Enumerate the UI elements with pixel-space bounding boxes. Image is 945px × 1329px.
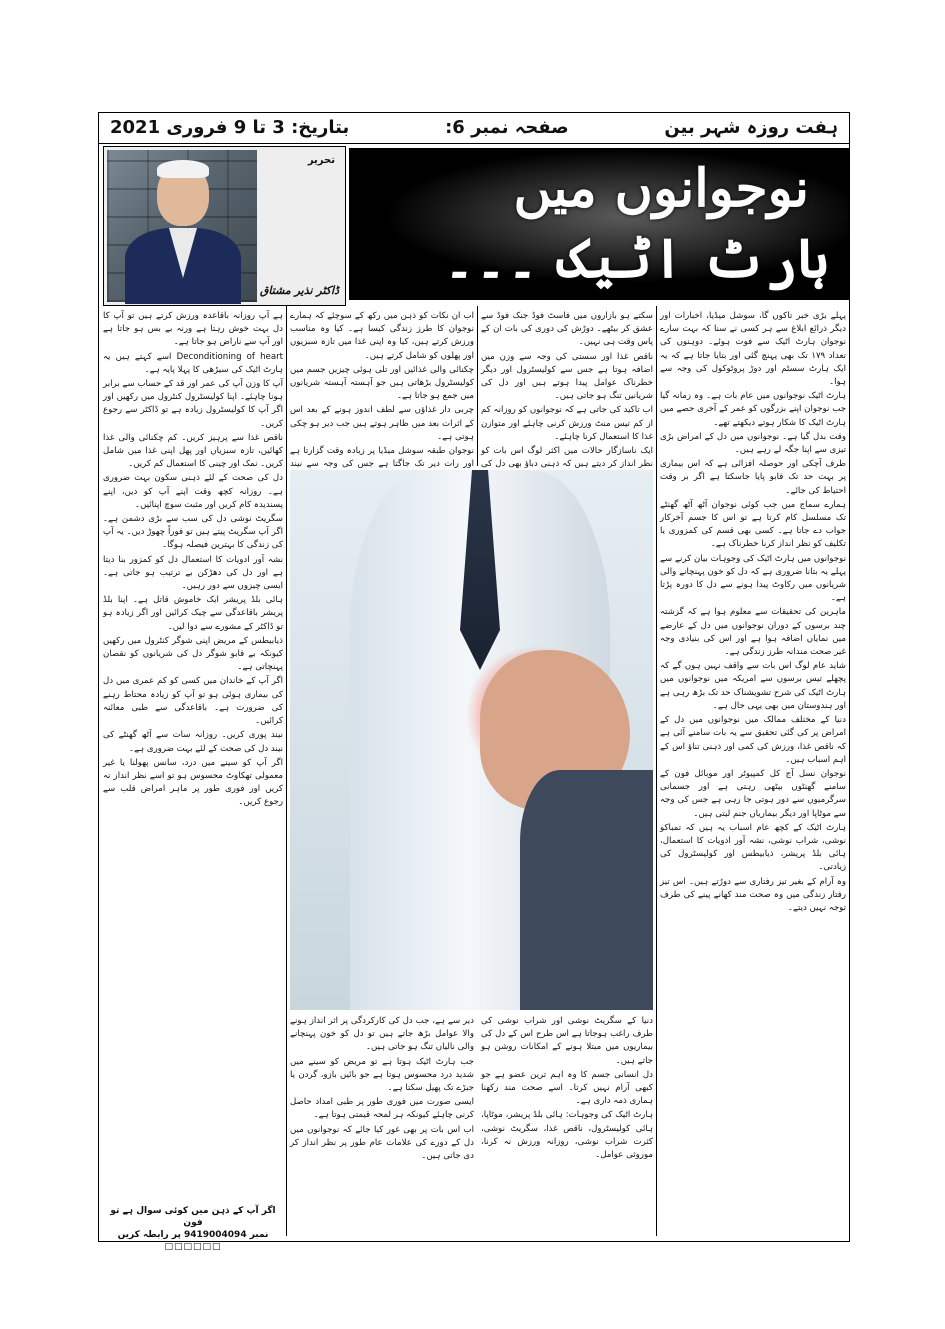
- column-divider: [656, 306, 657, 1236]
- publication-name: ہفت روزہ شہر بین: [664, 117, 838, 138]
- heart-attack-photo: [290, 470, 653, 1010]
- paragraph: ہارٹ اٹیک کے کچھ عام اسباب یہ ہیں کہ تمباکو نوشی، شراب نوشی، نشہ آور ادویات کا استعمال، ہائی بلڈ پریشر، ذیابیطس اور کولیسٹرول کی زیادتی۔: [660, 822, 846, 873]
- author-name: ڈاکٹر نذیر مشتاق: [259, 284, 339, 297]
- paragraph: دنیا کے سگریٹ نوشی اور شراب نوشی کی طرف راغب ہوجاتا ہے اس طرح اس کے دل کی بیماریوں میں مبتلا ہونے کے امکانات روشن ہو جاتے ہیں۔: [481, 1016, 653, 1066]
- paragraph: ایک ناسازگار حالات میں اکثر لوگ اس بات کو نظر انداز کر دیتے ہیں کہ ذہنی دباؤ بھی دل کی: [481, 446, 653, 470]
- byline-label: تحریر: [307, 155, 335, 166]
- paragraph: اب تاکید کی جاتی ہے کہ نوجوانوں کو روزانہ کم از کم تیس منٹ ورزش کرنی چاہئے اور متوازن غذا کا استعمال کرنا چاہئے۔: [481, 405, 653, 442]
- article-column-2: [481, 310, 653, 470]
- paragraph: جب ہارٹ اٹیک ہوتا ہے تو مریض کو سینے میں شدید درد محسوس ہوتا ہے جو بائیں بازو، گردن یا جبڑے تک پھیل سکتا ہے۔: [290, 1056, 474, 1094]
- paragraph: دل انسانی جسم کا وہ اہم ترین عضو ہے جو کبھی آرام نہیں کرتا۔ اسے صحت مند رکھنا ہماری ذمہ داری ہے۔: [481, 1069, 653, 1107]
- paragraph: نوجوان طبقہ سوشل میڈیا پر زیادہ وقت گزارتا ہے اور رات دیر تک جاگتا ہے جس کی وجہ سے نیند: [290, 446, 474, 470]
- paragraph: وہ آرام کے بغیر تیز رفتاری سے دوڑتے ہیں۔ اس تیز رفتار زندگی میں وہ صحت مند کھانے پینے کی طرف توجہ نہیں دیتے۔: [660, 876, 846, 913]
- paragraph: نوجوانوں میں ہارٹ اٹیک کی وجوہات بیان کرنے سے پہلے یہ بتانا ضروری ہے کہ دل کو خون پہنچانے والی شریانوں میں رکاوٹ پیدا ہونے سے دل کا دورہ پڑتا ہے۔: [660, 553, 846, 604]
- paragraph: اب ان نکات کو ذہن میں رکھ کے سوچئے کہ ہمارے نوجوان کا طرز زندگی کیسا ہے۔ کیا وہ مناسب ورزش کرتے ہیں، کیا وہ اپنی غذا میں تازہ سبزیوں اور پھلوں کو شامل کرتے ہیں۔: [290, 311, 474, 361]
- paragraph: Deconditioning of heart اسے کہتے ہیں یہ ہارٹ اٹیک کی سیڑھی کا پہلا پایہ ہے۔: [103, 351, 284, 375]
- paragraph: ہمارے سماج میں جب کوئی نوجوان آٹھ آٹھ گھنٹے تک مسلسل کام کرتا ہے تو اس کا جسم آخرکار جواب دے جاتا ہے۔ کسی بھی قسم کی کمزوری یا تکلیف کو نظر انداز کرنا خطرناک ہے۔: [660, 499, 846, 550]
- article-column-3-lower: [290, 1015, 474, 1235]
- paragraph: دیر سے ہے، جب دل کی کارکردگی پر اثر انداز ہونے والا عوامل بڑھ جاتے ہیں تو دل کو خون پہنچانے والی نالیاں تنگ ہو جاتی ہیں۔: [290, 1016, 474, 1053]
- paragraph: وقت بدل گیا ہے۔ نوجوانوں میں دل کے امراض بڑی تیزی سے اپنا جگہ لے رہے ہیں۔: [660, 431, 846, 456]
- author-panel: [103, 146, 346, 306]
- paragraph: ایسی صورت میں فوری طور پر طبی امداد حاصل کرنی چاہئے کیونکہ ہر لمحہ قیمتی ہوتا ہے۔: [290, 1097, 474, 1121]
- paragraph: ناقص غذا سے پرہیز کریں۔ کم چکنائی والی غذا کھائیں، تازہ سبزیاں اور پھل اپنی غذا میں شامل کریں۔ نمک اور چینی کا استعمال کم کریں۔: [103, 432, 283, 470]
- paragraph: نیند پوری کریں۔ روزانہ سات سے آٹھ گھنٹے کی نیند دل کی صحت کے لئے بہت ضروری ہے۔: [103, 730, 283, 754]
- paragraph: ہارٹ اٹیک کی وجوہات: ہائی بلڈ پریشر، موٹاپا، ہائی کولیسٹرول، ناقص غذا، سگریٹ نوشی، کثرت شراب نوشی، روزانہ ورزش نہ کرنا، موروثی عوامل۔: [481, 1110, 653, 1161]
- paragraph: اگر آپ کو سینے میں درد، سانس پھولنا یا غیر معمولی تھکاوٹ محسوس ہو تو اسے نظر انداز نہ کریں اور فوری طور پر ماہر امراض قلب سے رجوع کریں۔: [103, 757, 283, 808]
- paragraph: ذیابیطس کے مریض اپنی شوگر کنٹرول میں رکھیں کیونکہ بے قابو شوگر دل کی شریانوں کو نقصان پہنچاتی ہے۔: [103, 635, 283, 673]
- paragraph: نوجوان نسل آج کل کمپیوٹر اور موبائل فون کے سامنے گھنٹوں بیٹھی رہتی ہے اور جسمانی سرگرمیوں سے دور ہوتی جا رہی ہے جس کی وجہ سے موٹاپا اور دیگر بیماریاں جنم لیتی ہیں۔: [660, 768, 846, 819]
- contact-line-2: نمبر 9419004094 پر رابطہ کریں: [117, 1230, 269, 1240]
- article-column-1: [660, 310, 846, 1235]
- paragraph: طرف آچکی اور حوصلہ افزائی ہے کہ اس بیماری پر بہت حد تک قابو پایا جاسکتا ہے اگر بر وقت احتیاط کی جائے۔: [660, 459, 846, 496]
- column-divider: [477, 306, 478, 466]
- contact-callout: [103, 1205, 283, 1252]
- article-column-4: [103, 310, 283, 1200]
- paragraph: نشہ آور ادویات کا استعمال دل کو کمزور بنا دیتا ہے اور دل کی دھڑکن بے ترتیب ہو جاتی ہے۔ ایسی چیزوں سے دور رہیں۔: [103, 554, 283, 592]
- article-column-2-lower: [481, 1015, 653, 1235]
- paragraph: ہائی بلڈ پریشر ایک خاموش قاتل ہے۔ اپنا بلڈ پریشر باقاعدگی سے چیک کرائیں اور اگر زیادہ ہو تو ڈاکٹر کے مشورے سے دوا لیں۔: [103, 595, 283, 632]
- paragraph: ناقص غذا اور سستی کی وجہ سے وزن میں اضافہ ہوتا ہے جس سے کولیسٹرول اور دیگر خطرناک عوامل پیدا ہوتے ہیں اور دل کی شریانیں تنگ ہو جاتی ہیں۔: [481, 351, 653, 402]
- page-number: صفحہ نمبر 6:: [445, 117, 569, 138]
- decorative-boxes: □□□□□□: [164, 1242, 222, 1252]
- paragraph: چکنائی والی غذائیں اور تلی ہوئی چیزیں جسم میں کولیسٹرول بڑھاتی ہیں جو آہستہ آہستہ شریانوں میں جمع ہو جاتا ہے۔: [290, 364, 474, 402]
- contact-line-1: اگر آپ کے ذہن میں کوئی سوال ہے تو فون: [110, 1206, 276, 1228]
- newspaper-header: [98, 112, 850, 144]
- headline-line-1: نوجوانوں میں: [513, 158, 809, 219]
- paragraph: اب اس بات پر بھی غور کیا جائے کہ نوجوانوں میں دل کے دورے کی علامات عام طور پر نظر انداز کر دی جاتی ہیں۔: [290, 1124, 474, 1162]
- paragraph: ہے آپ روزانہ باقاعدہ ورزش کرتے ہیں تو آپ کا دل بہت خوش رہتا ہے ورنہ بے بس ہو جاتا ہے اور آپ سے ناراض ہو جاتا ہے۔: [103, 311, 283, 348]
- paragraph: سگریٹ نوشی دل کی سب سے بڑی دشمن ہے۔ اگر آپ سگریٹ پیتے ہیں تو فوراً چھوڑ دیں۔ یہ آپ کی زندگی کا بہترین فیصلہ ہوگا۔: [103, 514, 283, 551]
- paragraph: اگر آپ کے خاندان میں کسی کو کم عمری میں دل کی بیماری ہوئی ہو تو آپ کو زیادہ محتاط رہنے کی ضرورت ہے۔ باقاعدگی سے طبی معائنہ کرائیں۔: [103, 676, 283, 727]
- paragraph: دل کی صحت کے لئے ذہنی سکون بہت ضروری ہے۔ روزانہ کچھ وقت اپنے آپ کو دیں، اپنے پسندیدہ کام کریں اور مثبت سوچ اپنائیں۔: [103, 473, 283, 510]
- headline-line-2: ہارٹ اٹیک ۔۔۔: [443, 226, 829, 290]
- issue-date: بتاریخ: 3 تا 9 فروری 2021: [110, 117, 350, 138]
- paragraph: سکتے ہو بازاروں میں فاسٹ فوڈ جنک فوڈ سے عشق کر بیٹھے۔ دوڑش کی دوری کی بات ان کے پاس وقت ہی نہیں۔: [481, 311, 653, 348]
- paragraph: آپ کا وزن آپ کی عمر اور قد کے حساب سے برابر ہونا چاہئے۔ اپنا کولیسٹرول کنٹرول میں رکھیں اور اگر آپ کا کولیسٹرول زیادہ ہے تو ڈاکٹر سے رجوع کریں۔: [103, 379, 283, 429]
- paragraph: شاید عام لوگ اس بات سے واقف نہیں ہوں گے کہ پچھلے تیس برسوں سے امریکہ میں نوجوانوں میں ہارٹ اٹیک کی شرح تشویشناک حد تک بڑھ رہی ہے اور ہندوستان میں بھی یہی حال ہے۔: [660, 661, 846, 711]
- paragraph: ماہرین کی تحقیقات سے معلوم ہوا ہے کہ گزشتہ چند برسوں کے دوران نوجوانوں میں دل کے عارضے میں نمایاں اضافہ ہوا ہے اور اس کی بنیادی وجہ غیر صحت مندانہ طرز زندگی ہے۔: [660, 607, 846, 658]
- author-photo: [107, 150, 257, 302]
- headline-banner: [349, 148, 849, 300]
- column-divider: [286, 306, 287, 1236]
- paragraph: دنیا کے مختلف ممالک میں نوجوانوں میں دل کے امراض پر کی گئی تحقیق سے یہ بات سامنے آئی ہے کہ ناقص غذا، ورزش کی کمی اور ذہنی تناؤ اس کے اہم اسباب ہیں۔: [660, 715, 846, 765]
- paragraph: ہارٹ اٹیک نوجوانوں میں عام بات ہے۔ وہ زمانہ گیا جب نوجوان اپنے بزرگوں کو عمر کے آخری حصے میں ہارٹ اٹیک کا شکار ہوتے دیکھتے تھے۔: [660, 391, 846, 428]
- paragraph: پہلے بڑی خبر تاکوں گا، سوشل میڈیا، اخبارات اور دیگر ذرائع ابلاغ سے ہر کسی نے سنا کہ بہت سارے نوجوان ہارٹ اٹیک سے فوت ہوئے۔ دوہنوں کی تعداد ۱۷۹ تک بھی پہنچ گئی اور بتایا جاتا ہے کہ یہ ایک ہارٹ سسٹم اور دوڑ پروٹوکول کی وجہ سے ہوا۔: [660, 311, 846, 388]
- article-column-3: [290, 310, 474, 470]
- paragraph: چربی دار غذاؤں سے لطف اندوز ہونے کے بعد اس کے اثرات بعد میں ظاہر ہوتے ہیں جب دیر ہو چکی ہوتی ہے۔: [290, 405, 474, 442]
